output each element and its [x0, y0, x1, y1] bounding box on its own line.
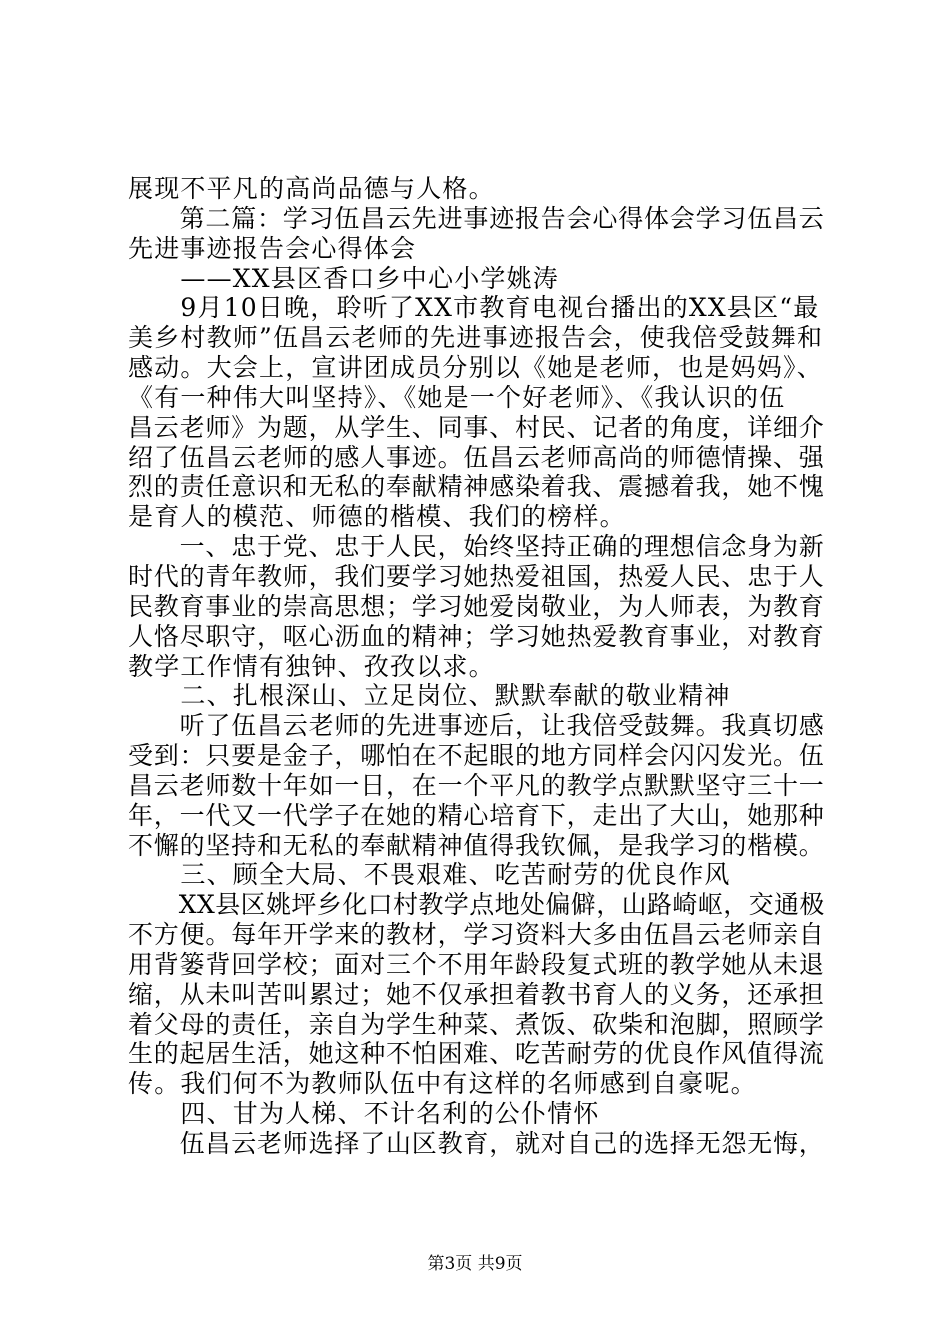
text-line: 昌云老师数十年如一日，在一个平凡的教学点默默坚守三十一: [128, 771, 825, 800]
text-line: XX县区姚坪乡化口村教学点地处偏僻，山路崎岖，交通极: [128, 890, 825, 919]
text-line: 伍昌云老师选择了山区教育，就对自己的选择无怨无悔，: [128, 1129, 825, 1158]
text-line: 先进事迹报告会心得体会: [128, 234, 417, 263]
text-line: 传。我们何不为教师队伍中有这样的名师感到自豪呢。: [128, 1069, 757, 1098]
text-line: 三、顾全大局、不畏艰难、吃苦耐劳的优良作风: [128, 860, 731, 889]
text-line: 受到：只要是金子，哪怕在不起眼的地方同样会闪闪发光。伍: [128, 741, 825, 770]
text-line: 绍了伍昌云老师的感人事迹。伍昌云老师高尚的师德情操、强: [128, 443, 825, 472]
page-indicator: 第3页 共9页: [427, 1254, 523, 1274]
text-line: 人恪尽职守，呕心沥血的精神；学习她热爱教育事业，对教育: [128, 622, 825, 651]
text-line: 时代的青年教师，我们要学习她热爱祖国，热爱人民、忠于人: [128, 562, 825, 591]
text-line: ——XX县区香口乡中心小学姚涛: [128, 264, 559, 293]
text-line: 美乡村教师”伍昌云老师的先进事迹报告会，使我倍受鼓舞和: [128, 323, 824, 352]
text-line: 缩，从未叫苦叫累过；她不仅承担着教书育人的义务，还承担: [128, 980, 825, 1009]
text-line: 二、扎根深山、立足岗位、默默奉献的敬业精神: [128, 681, 731, 710]
text-line: 着父母的责任，亲自为学生种菜、煮饭、砍柴和泡脚，照顾学: [128, 1010, 825, 1039]
text-line: 年，一代又一代学子在她的精心培育下，走出了大山，她那种: [128, 801, 825, 830]
text-line: 一、忠于党、忠于人民，始终坚持正确的理想信念身为新: [128, 532, 825, 561]
text-line: 是育人的模范、师德的楷模、我们的榜样。: [128, 502, 626, 531]
text-line: 展现不平凡的高尚品德与人格。: [128, 174, 495, 203]
text-line: 教学工作情有独钟、孜孜以求。: [128, 652, 495, 681]
text-line: 《有一种伟大叫坚持》、《她是一个好老师》、《我认识的伍: [128, 383, 786, 412]
text-line: 用背篓背回学校；面对三个不用年龄段复式班的教学她从未退: [128, 950, 825, 979]
text-line: 9月10日晚，聆听了XX市教育电视台播出的XX县区“最: [128, 293, 820, 322]
text-line: 不懈的坚持和无私的奉献精神值得我钦佩，是我学习的楷模。: [128, 831, 825, 860]
text-line: 昌云老师》为题，从学生、同事、村民、记者的角度，详细介: [128, 413, 825, 442]
text-line: 不方便。每年开学来的教材，学习资料大多由伍昌云老师亲自: [128, 920, 825, 949]
text-line: 听了伍昌云老师的先进事迹后，让我倍受鼓舞。我真切感: [128, 711, 825, 740]
text-line: 民教育事业的崇高思想；学习她爱岗敬业，为人师表，为教育: [128, 592, 825, 621]
text-line: 生的起居生活，她这种不怕困难、吃苦耐劳的优良作风值得流: [128, 1039, 825, 1068]
text-line: 第二篇：学习伍昌云先进事迹报告会心得体会学习伍昌云: [128, 204, 825, 233]
text-line: 四、甘为人梯、不计名利的公仆情怀: [128, 1099, 600, 1128]
text-line: 烈的责任意识和无私的奉献精神感染着我、震撼着我，她不愧: [128, 472, 825, 501]
text-line: 感动。大会上，宣讲团成员分别以《她是老师，也是妈妈》、: [128, 353, 823, 382]
